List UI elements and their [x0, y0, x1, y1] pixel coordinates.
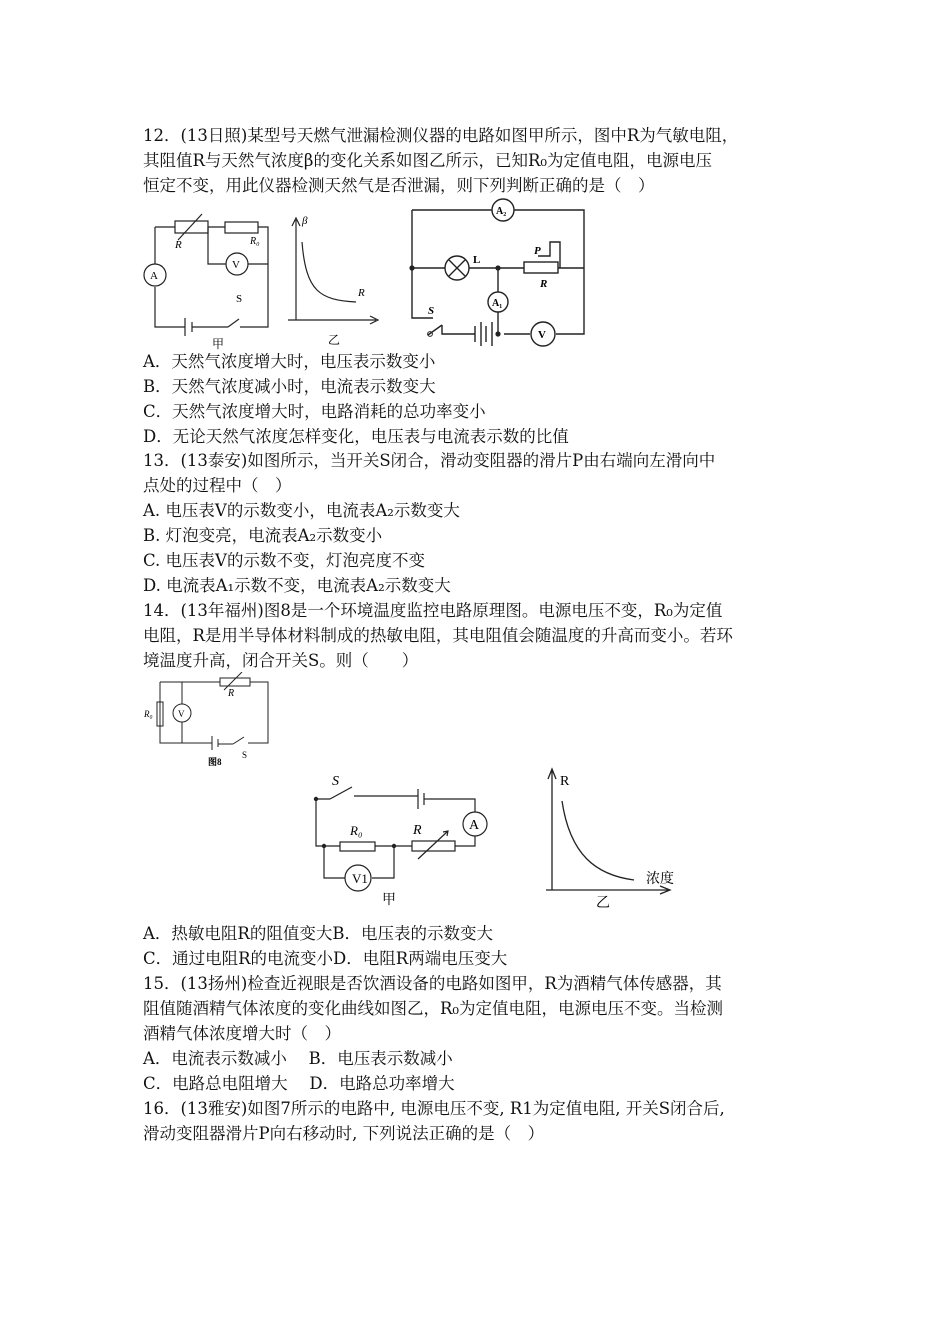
q12-jia-switch-label: S — [236, 293, 243, 305]
q16-line-1: 16．(13雅安)如图7所示的电路中, 电源电压不变, R1为定值电阻, 开关S闭合后, — [143, 1099, 725, 1118]
q12-line-1: 12．(13日照)某型号天燃气泄漏检测仪器的电路如图甲所示，图中R为气敏电阻， — [143, 126, 739, 145]
q13-A2-label: A₂ — [496, 206, 507, 217]
q14-fig8-R0-label: R₀ — [144, 709, 153, 719]
q12-jia-R-label: R — [175, 239, 182, 251]
q12-graph-yi — [280, 212, 390, 352]
q13-R-label: R — [540, 278, 548, 290]
q14-fig8-S-label: S — [242, 750, 248, 760]
q14-line-2: 电阻，R是用半导体材料制成的热敏电阻，其电阻值会随温度的升高而变小。若环 — [143, 626, 733, 645]
q16-line-2: 滑动变阻器滑片P向右移动时, 下列说法正确的是（ ） — [143, 1124, 545, 1143]
q15-yi-caption: 乙 — [596, 896, 610, 910]
q12-option-b: B．天然气浓度减小时，电流表示数变大 — [143, 377, 436, 396]
q15-jia-caption: 甲 — [382, 893, 396, 908]
q12-line-2: 其阻值R与天然气浓度β的变化关系如图乙所示，已知R₀为定值电阻，电源电压 — [143, 151, 713, 170]
q13-A1-label: A₁ — [492, 298, 503, 309]
q13-option-d: D. 电流表A₁示数不变，电流表A₂示数变大 — [143, 576, 451, 595]
q15-jia-R-label: R — [413, 823, 422, 838]
q15-line-3: 酒精气体浓度增大时（ ） — [143, 1024, 341, 1043]
q14-option-cd: C．通过电阻R的电流变小D．电阻R两端电压变大 — [143, 949, 508, 968]
q13-option-b: B. 灯泡变亮，电流表A₂示数变小 — [143, 526, 383, 545]
q14-fig8-caption: 图8 — [208, 757, 222, 767]
q13-option-c: C. 电压表V的示数不变，灯泡亮度不变 — [143, 551, 425, 570]
q15-option-ab: A．电流表示数减小 B．电压表示数减小 — [143, 1049, 453, 1068]
q12-jia-R0-label: R₀ — [250, 236, 260, 247]
q14-option-ab: A．热敏电阻R的阻值变大B．电压表的示数变大 — [143, 924, 493, 943]
q15-jia-voltmeter-label: V1 — [352, 871, 368, 886]
q12-jia-voltmeter-label: V — [232, 259, 240, 271]
q15-circuit-jia — [300, 765, 510, 910]
q12-circuit-jia — [140, 212, 280, 352]
q15-yi-xlabel: 浓度 — [646, 872, 674, 887]
q15-line-1: 15．(13扬州)检查近视眼是否饮酒设备的电路如图甲，R为酒精气体传感器，其 — [143, 974, 722, 993]
q15-option-cd: C．电路总电阻增大 D．电路总功率增大 — [143, 1074, 455, 1093]
q13-option-a: A. 电压表V的示数变小，电流表A₂示数变大 — [143, 501, 460, 520]
q12-line-3: 恒定不变，用此仪器检测天然气是否泄漏，则下列判断正确的是（ ） — [143, 176, 655, 195]
q12-jia-ammeter-label: A — [150, 270, 158, 282]
q15-jia-R0-label: R₀ — [350, 823, 363, 838]
q12-option-a: A．天然气浓度增大时，电压表示数变小 — [143, 352, 436, 371]
q15-yi-ylabel: R — [560, 774, 570, 789]
q14-circuit-fig8 — [140, 672, 280, 772]
q12-yi-caption: 乙 — [328, 333, 341, 347]
q15-jia-ammeter-label: A — [469, 818, 480, 833]
q13-L-label: L — [473, 254, 481, 266]
q15-graph-yi — [540, 765, 690, 910]
q14-line-3: 境温度升高，闭合开关S。则（ ） — [143, 651, 419, 670]
q13-circuit — [400, 198, 600, 350]
q13-line-1: 13．(13泰安)如图所示，当开关S闭合，滑动变阻器的滑片P由右端向左滑向中 — [143, 451, 716, 470]
q13-P-label: P — [534, 245, 541, 257]
q14-fig8-R-label: R — [228, 688, 235, 699]
q13-V-label: V — [538, 329, 546, 341]
q15-line-2: 阻值随酒精气体浓度的变化曲线如图乙，R₀为定值电阻，电源电压不变。当检测 — [143, 999, 724, 1018]
q12-yi-curve-label: R — [358, 287, 365, 299]
q14-line-1: 14．(13年福州)图8是一个环境温度监控电路原理图。电源电压不变，R₀为定值 — [143, 601, 723, 620]
q13-line-2: 点处的过程中（ ） — [143, 476, 292, 495]
q12-yi-ylabel: β — [302, 215, 308, 227]
q13-S-label: S — [428, 305, 435, 317]
q12-jia-caption: 甲 — [212, 337, 225, 351]
q12-option-c: C．天然气浓度增大时，电路消耗的总功率变小 — [143, 402, 486, 421]
q12-option-d: D．无论天然气浓度怎样变化，电压表与电流表示数的比值 — [143, 427, 569, 446]
q15-jia-S-label: S — [332, 774, 339, 789]
q14-fig8-voltmeter-label: V — [178, 709, 185, 719]
